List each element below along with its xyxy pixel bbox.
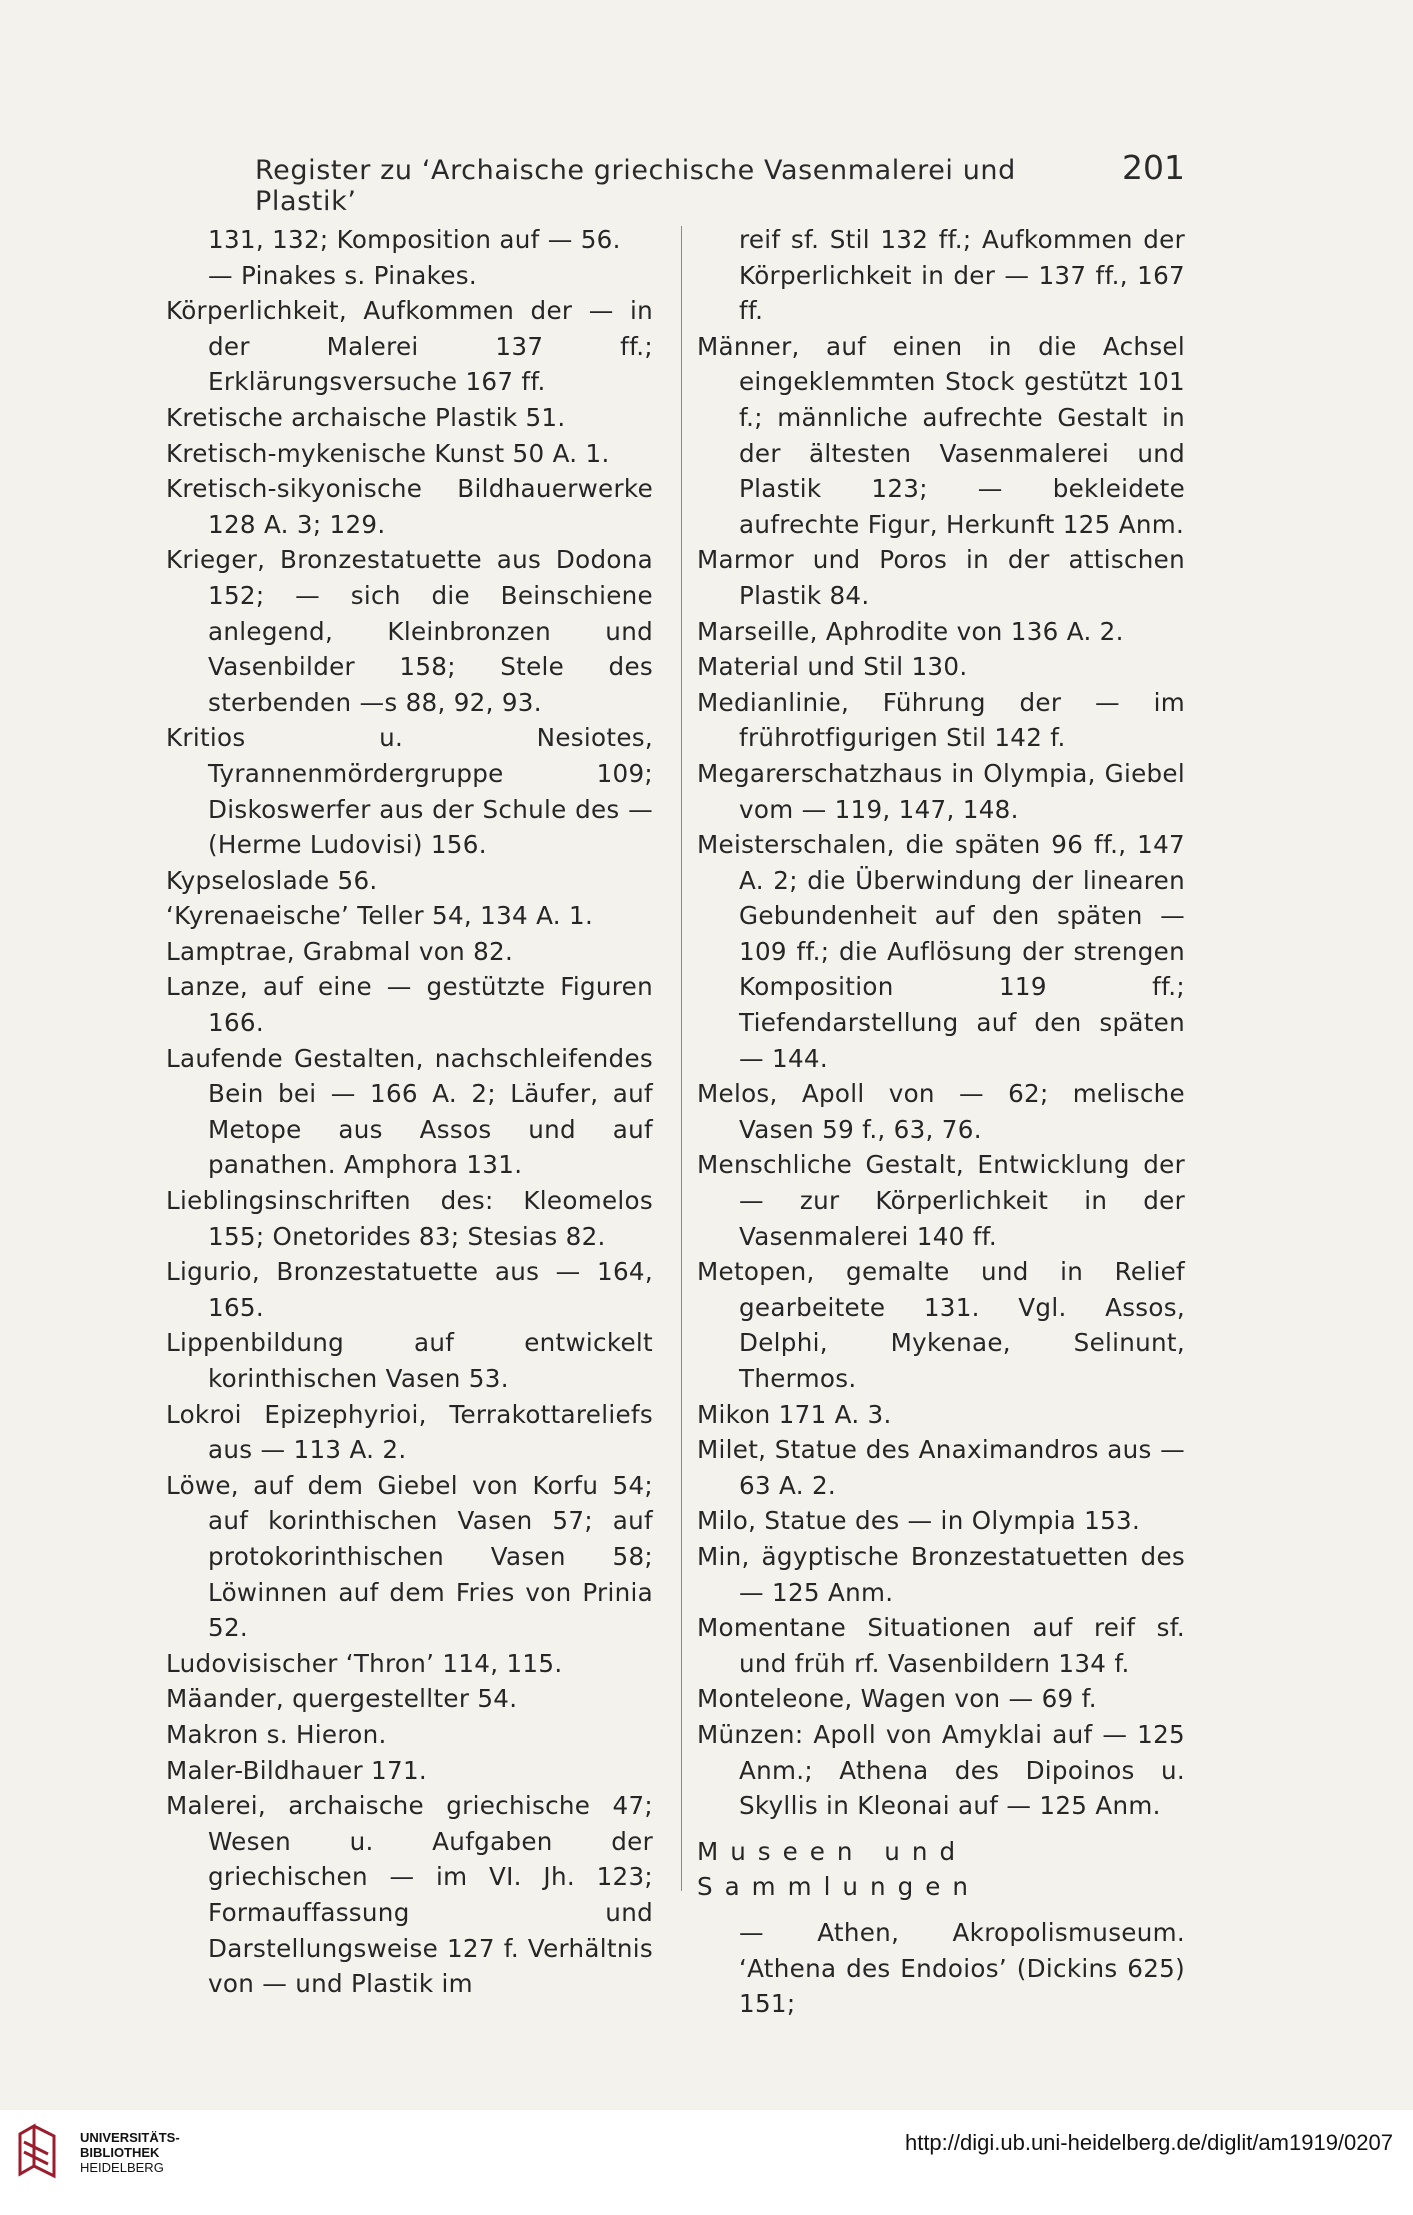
left_column-index-entry: Lanze, auf eine — gestützte Figuren 166. xyxy=(166,972,653,1038)
right_column-index-entry: Milo, Statue des — in Olympia 153. xyxy=(697,1506,1141,1536)
right_column-index-entry: Milet, Statue des Anaximandros aus — 63 A. 2. xyxy=(697,1435,1185,1500)
library-name xyxy=(80,2130,180,2175)
right_column-index-entry: Münzen: Apoll von Amyklai auf — 125 Anm.; Athena des Dipoinos u. Skyllis in Kleonai auf — 125 Anm. xyxy=(697,1719,1185,1821)
left_column-index-entry: Kypseloslade 56. xyxy=(166,865,378,895)
left_column-index-entry: Laufende Gestalten, nachschleifendes Bein bei — 166 A. 2; Läufer, auf Metope aus Assos und auf panathen. Amphora 131. xyxy=(166,1043,653,1180)
left_column-index-entry: Lamptrae, Grabmal von 82. xyxy=(166,936,514,966)
right_column-index-entry: Marseille, Aphrodite von 136 A. 2. xyxy=(697,616,1124,646)
section-heading: Museen und Sammlungen xyxy=(697,1836,980,1902)
logo-line-2: BIBLIOTHEK xyxy=(80,2144,160,2160)
page-number: 201 xyxy=(1122,148,1185,187)
right_column-index-entry: Momentane Situationen auf reif sf. und früh rf. Vasenbildern 134 f. xyxy=(697,1613,1185,1678)
left_column-index-entry: Ludovisischer ‘Thron’ 114, 115. xyxy=(166,1648,563,1678)
index-entry-last xyxy=(697,1915,1185,2022)
left_column-index-entry: Kretisch-mykenische Kunst 50 A. 1. xyxy=(166,438,610,468)
right_column-index-entry: Menschliche Gestalt, Entwicklung der — zur Körperlichkeit in der Vasenmalerei 140 ff. xyxy=(697,1150,1185,1251)
right_column-index-entry: Medianlinie, Führung der — im frührotfigurigen Stil 142 f. xyxy=(697,687,1185,753)
right_column-index-entry: reif sf. Stil 132 ff.; Aufkommen der Körperlichkeit in der — 137 ff., 167 ff. xyxy=(739,225,1185,326)
logo-line-1: UNIVERSITÄTS- xyxy=(80,2129,180,2145)
right_column-index-entry: Melos, Apoll von — 62; melische Vasen 59 f., 63, 76. xyxy=(697,1079,1185,1144)
left_column-index-entry: Mäander, quergestellter 54. xyxy=(166,1684,518,1714)
source-url-link[interactable]: http://digi.ub.uni-heidelberg.de/diglit/am1919/0207 xyxy=(904,2130,1393,2155)
right_column-index-entry: Metopen, gemalte und in Relief gearbeitete 131. Vgl. Assos, Delphi, Mykenae, Selinunt, Thermos. xyxy=(697,1257,1185,1393)
right_column-index-entry: Material und Stil 130. xyxy=(697,652,968,682)
left_column-index-entry: Kretische archaische Plastik 51. xyxy=(166,402,566,432)
logo-line-3: HEIDELBERG xyxy=(80,2159,164,2175)
right_column-index-entry: Megarerschatzhaus in Olympia, Giebel vom — 119, 147, 148. xyxy=(697,758,1185,824)
left_column-index-entry: 131, 132; Komposition auf — 56. xyxy=(208,225,621,254)
left_column-index-entry: Kretisch-sikyonische Bildhauerwerke 128 A. 3; 129. xyxy=(166,474,653,539)
right_column-index-entry: Min, ägyptische Bronzestatuetten des — 125 Anm. xyxy=(697,1541,1185,1607)
last-entry-text: — Athen, Akropolismuseum. ‘Athena des Endoios’ (Dickins 625) 151; xyxy=(739,1917,1185,2019)
right_column-index-entry: Männer, auf einen in die Achsel eingeklemmten Stock gestützt 101 f.; männliche aufrechte Gestalt in der ältesten Vasenmalerei und Plastik 123; — bekleidete aufrechte Figur, Herkunft 125 Anm. xyxy=(697,331,1185,539)
left_column-index-entry: Löwe, auf dem Giebel von Korfu 54; auf korinthischen Vasen 57; auf protokorinthischen Vasen 58; Löwinnen auf dem Fries von Prinia 52. xyxy=(166,1470,653,1643)
right_column-index-entry: Monteleone, Wagen von — 69 f. xyxy=(697,1684,1097,1714)
left_column-index-entry: Krieger, Bronzestatuette aus Dodona 152; — sich die Beinschiene anlegend, Kleinbronzen und Vasenbilder 158; Stele des sterbenden —s 88, 92, 93. xyxy=(166,545,653,717)
left_column-index-entry: Makron s. Hieron. xyxy=(166,1719,387,1749)
column-divider xyxy=(681,226,682,1891)
library-logo-icon xyxy=(14,2122,70,2182)
running-title: Register zu ‘Archaische griechische Vasenmalerei und Plastik’ xyxy=(255,155,1016,217)
footer-bar xyxy=(0,2110,1413,2215)
right_column-index-entry: Mikon 171 A. 3. xyxy=(697,1399,892,1429)
right_column-index-entry: Marmor und Poros in der attischen Plastik 84. xyxy=(697,545,1185,610)
left_column-index-entry: Körperlichkeit, Aufkommen der — in der Malerei 137 ff.; Erklärungsversuche 167 ff. xyxy=(166,296,653,397)
left_column-index-entry: Malerei, archaische griechische 47; Wesen u. Aufgaben der griechischen — im VI. Jh. 123; Formauffassung und Darstellungsweise 127 f. Verhältnis von — und Plastik im xyxy=(166,1791,653,1999)
library-logo[interactable] xyxy=(14,2122,180,2182)
left_column-index-entry: Lokroi Epizephyrioi, Terrakottareliefs aus — 113 A. 2. xyxy=(166,1399,653,1465)
left_column-index-entry: ‘Kyrenaeische’ Teller 54, 134 A. 1. xyxy=(166,901,594,931)
left_column-index-entry: — Pinakes s. Pinakes. xyxy=(208,260,477,290)
left_column-index-entry: Ligurio, Bronzestatuette aus — 164, 165. xyxy=(166,1257,653,1322)
left_column-index-entry: Maler-Bildhauer 171. xyxy=(166,1755,428,1785)
left_column-index-entry: Lippenbildung auf entwickelt korinthischen Vasen 53. xyxy=(166,1328,653,1393)
running-header xyxy=(255,148,1185,217)
right-entries xyxy=(697,222,1185,1824)
left-column xyxy=(166,222,653,2002)
right_column-index-entry: Meisterschalen, die späten 96 ff., 147 A. 2; die Überwindung der linearen Gebundenheit auf den späten — 109 ff.; die Auflösung der strengen Komposition 119 ff.; Tiefendarstellung auf den späten — 144. xyxy=(697,830,1185,1073)
left_column-index-entry: Kritios u. Nesiotes, Tyrannenmördergruppe 109; Diskoswerfer aus der Schule des — (Herme Ludovisi) 156. xyxy=(166,723,653,860)
left_column-index-entry: Lieblingsinschriften des: Kleomelos 155; Onetorides 83; Stesias 82. xyxy=(166,1186,653,1251)
right-column xyxy=(697,222,1185,2022)
